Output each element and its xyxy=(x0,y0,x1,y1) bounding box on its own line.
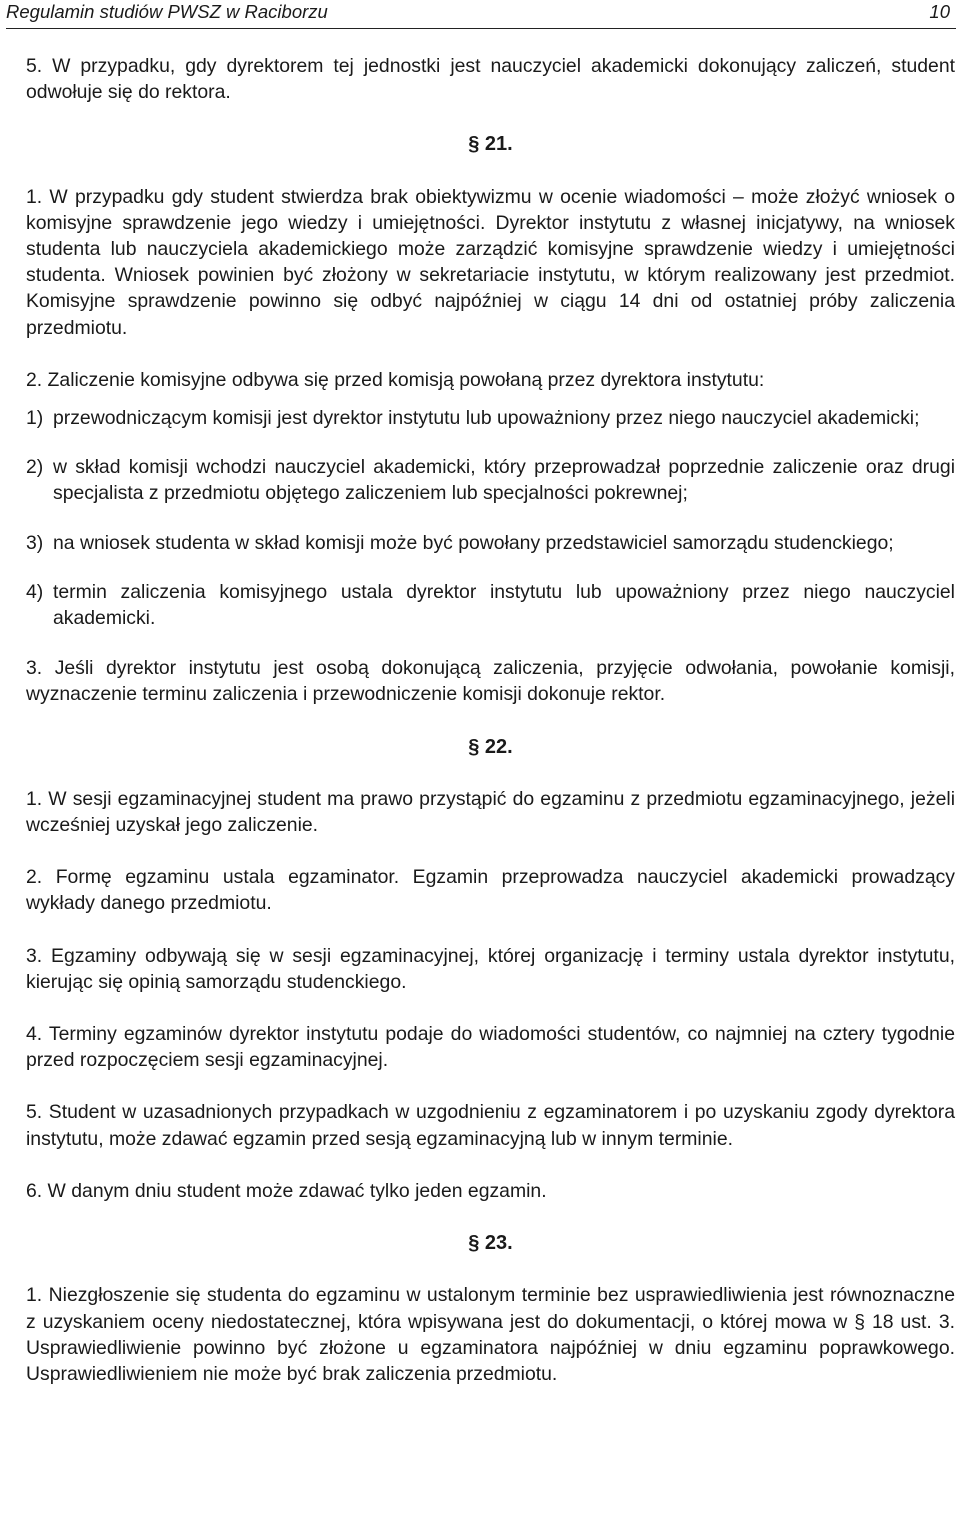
section-22-paragraph-4: 4. Terminy egzaminów dyrektor instytutu podaje do wiadomości studentów, co najmniej na cztery tygodnie przed rozpoczęciem sesji egzaminacyjnej. xyxy=(26,1023,955,1072)
list-item xyxy=(26,454,955,506)
list-item-text: na wniosek studenta w skład komisji może być powołany przedstawiciel samorządu studenckiego; xyxy=(53,531,894,554)
document-body xyxy=(26,53,955,1413)
list-item-text: przewodniczącym komisji jest dyrektor instytutu lub upoważniony przez niego nauczyciel akademicki; xyxy=(53,407,920,430)
section-22-paragraph-2: 2. Formę egzaminu ustala egzaminator. Egzamin przeprowadza nauczyciel akademicki prowadzący wykłady danego przedmiotu. xyxy=(26,866,955,915)
list-item-number: 1) xyxy=(26,407,44,430)
section-21-paragraph-2: 2. Zaliczenie komisyjne odbywa się przed komisją powołaną przez dyrektora instytutu: xyxy=(26,368,765,391)
paragraph-5: 5. W przypadku, gdy dyrektorem tej jednostki jest nauczyciel akademicki dokonujący zaliczeń, student odwołuje się do rektora. xyxy=(26,55,955,104)
section-23-title: § 23. xyxy=(468,1232,513,1255)
list-item-number: 2) xyxy=(26,456,44,479)
page-header xyxy=(6,0,956,29)
section-22-paragraph-3: 3. Egzaminy odbywają się w sesji egzaminacyjnej, której organizację i terminy ustala dyrektor instytutu, kierując się opinią samorządu studenckiego. xyxy=(26,944,955,993)
section-21-paragraph-3: 3. Jeśli dyrektor instytutu jest osobą dokonującą zaliczenia, przyjęcie odwołania, powołanie komisji, wyznaczenie terminu zaliczenia i przewodniczenie komisji dokonuje rektor. xyxy=(26,657,955,706)
section-22-paragraph-5: 5. Student w uzasadnionych przypadkach w uzgodnieniu z egzaminatorem i po uzyskaniu zgody dyrektora instytutu, może zdawać egzamin przed sesją egzaminacyjną lub w innym terminie. xyxy=(26,1101,955,1150)
list-item xyxy=(26,579,955,631)
section-21-paragraph-1: 1. W przypadku gdy student stwierdza brak obiektywizmu w ocenie wiadomości – może złożyć wniosek o komisyjne sprawdzenie jego wiedzy i umiejętności. Dyrektor instytutu z własnej inicjatywy, na wniosek studenta lub nauczyciela akademickiego może zarządzić komisyjne sprawdzenie wiedzy i umiejętności studenta. Wniosek powinien być złożony w sekretariacie instytutu, w którym realizowany jest przedmiot. Komisyjne sprawdzenie powinno się odbyć najpóźniej w ciągu 14 dni od ostatniej próby zaliczenia przedmiotu. xyxy=(26,185,955,339)
list-item-text: w skład komisji wchodzi nauczyciel akademicki, który przeprowadzał poprzednie zaliczenie oraz drugi specjalista z przedmiotu objętego zaliczeniem lub specjalności pokrewnej; xyxy=(53,456,955,505)
page-number: 10 xyxy=(929,1,950,22)
section-23-paragraph-1: 1. Niezgłoszenie się studenta do egzaminu w ustalonym terminie bez usprawiedliwienia jest równoznaczne z uzyskaniem oceny niedostatecznej, która wpisywana jest do dokumentacji, o której mowa w § 18 ust. 3. Usprawiedliwienie powinno być złożone u egzaminatora najpóźniej w dniu egzaminu poprawkowego. Usprawiedliwieniem nie może być brak zaliczenia przedmiotu. xyxy=(26,1284,955,1385)
header-title: Regulamin studiów PWSZ w Raciborzu xyxy=(6,1,328,22)
list-item-number: 4) xyxy=(26,580,44,603)
list-item-number: 3) xyxy=(26,531,44,554)
list-item-text: termin zaliczenia komisyjnego ustala dyrektor instytutu lub upoważniony przez niego nauczyciel akademicki. xyxy=(53,580,955,630)
section-22-paragraph-1: 1. W sesji egzaminacyjnej student ma prawo przystąpić do egzaminu z przedmiotu egzaminacyjnego, jeżeli wcześniej uzyskał jego zaliczenie. xyxy=(26,787,955,837)
section-22-paragraph-6: 6. W danym dniu student może zdawać tylko jeden egzamin. xyxy=(26,1179,547,1202)
list-item xyxy=(26,405,955,431)
list-item xyxy=(26,530,955,556)
section-22-title: § 22. xyxy=(468,735,513,758)
section-21-title: § 21. xyxy=(468,133,513,156)
